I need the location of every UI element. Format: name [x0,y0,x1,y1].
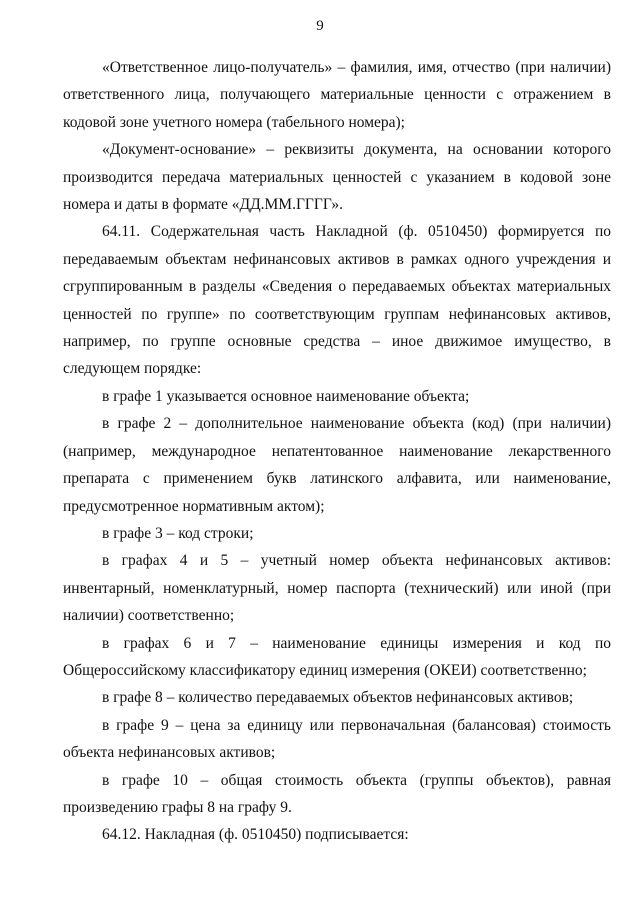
paragraph-column-10: в графе 10 – общая стоимость объекта (группы объектов), равная произведению графы 8 на графу 9. [63,771,611,816]
document-body [63,54,611,849]
paragraph-64-12: 64.12. Накладная (ф. 0510450) подписывается: [102,826,409,844]
page-number: 9 [316,18,324,34]
paragraph-64-11: 64.11. Содержательная часть Накладной (ф. 0510450) формируется по передаваемым объектам нефинансовых активов в рамках одного учреждения и сгруппированным в разделы «Сведения о передаваемых объектах материальных ценностей по группе» по соответствующим группам нефинансовых активов, например, по группе основные средства – иное движимое имущество, в следующем порядке: [63,223,611,378]
paragraph-responsible-person: «Ответственное лицо-получатель» – фамилия, имя, отчество (при наличии) ответственного лица, получающего материальные ценности с отражением в кодовой зоне учетного номера (табельного номера); [63,59,611,131]
paragraph-column-2: в графе 2 – дополнительное наименование объекта (код) (при наличии) (например, международное непатентованное наименование лекарственного препарата с применением букв латинского алфавита, или наименование, предусмотренное нормативным актом); [63,415,611,515]
paragraph-columns-4-5: в графах 4 и 5 – учетный номер объекта нефинансовых активов: инвентарный, номенклатурный, номер паспорта (технический) или иной (при наличии) соответственно; [63,552,611,625]
paragraph-column-3: в графе 3 – код строки; [102,524,254,542]
paragraph-column-1: в графе 1 указывается основное наименование объекта; [102,387,470,405]
paragraph-column-8: в графе 8 – количество передаваемых объектов нефинансовых активов; [102,689,574,707]
paragraph-columns-6-7: в графах 6 и 7 – наименование единицы измерения и код по Общероссийскому классификатору единиц измерения (ОКЕИ) соответственно; [63,634,611,679]
paragraph-base-document: «Документ-основание» – реквизиты документа, на основании которого производится передача материальных ценностей с указанием в кодовой зоне номера и даты в формате «ДД.ММ.ГГГГ». [63,141,611,214]
paragraph-column-9: в графе 9 – цена за единицу или первоначальная (балансовая) стоимость объекта нефинансовых активов; [63,716,611,762]
